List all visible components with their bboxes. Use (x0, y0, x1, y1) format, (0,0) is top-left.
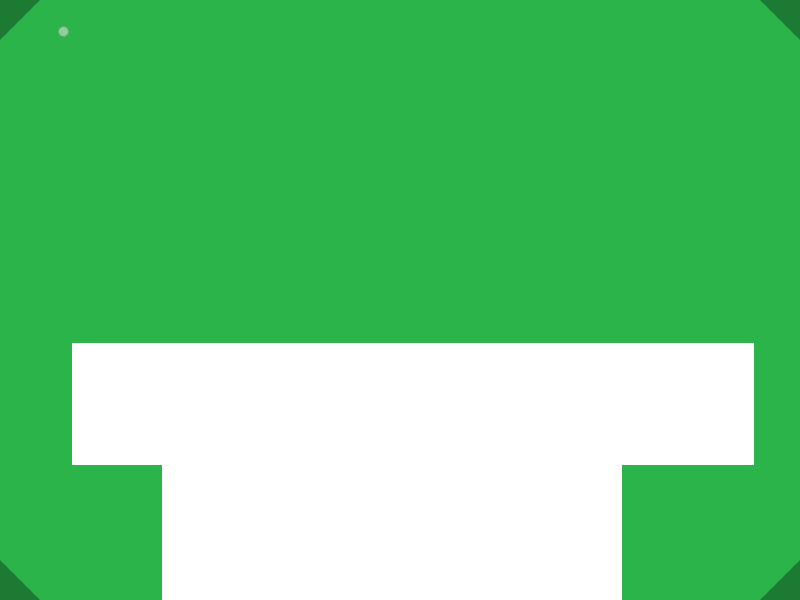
start-sequence-drawing (72, 343, 754, 465)
corner-decoration (760, 0, 800, 40)
corner-decoration (760, 560, 800, 600)
hurdle-drawing (162, 464, 622, 600)
start-sequence-illustration (72, 343, 754, 465)
slide-text (58, 22, 758, 25)
bullet-icon (58, 26, 69, 37)
corner-decoration (0, 560, 40, 600)
corner-decoration (0, 0, 40, 40)
hurdle-illustration (162, 464, 622, 600)
